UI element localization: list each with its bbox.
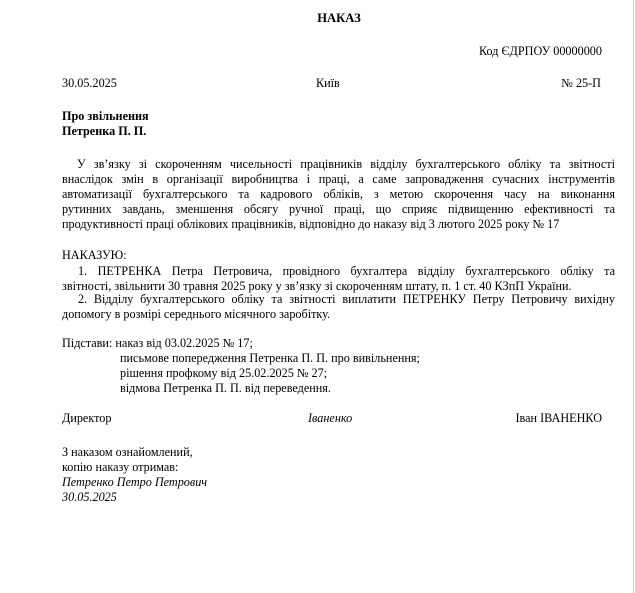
document-title: НАКАЗ: [317, 11, 361, 25]
signatory-name: Іван ІВАНЕНКО: [515, 411, 602, 425]
ack-line: копію наказу отримав:: [62, 460, 179, 474]
grounds-list: [62, 336, 420, 396]
grounds-line: рішення профкому від 25.02.2025 № 27;: [120, 366, 328, 380]
order-city: Київ: [316, 76, 340, 90]
order-item-1: [62, 264, 615, 294]
ack-line: З наказом ознайомлений,: [62, 445, 193, 459]
order-number: № 25-П: [561, 76, 601, 90]
subject-line: Петренка П. П.: [62, 124, 147, 138]
signature-mark: Іваненко: [308, 411, 353, 425]
acknowledgement-block: [62, 445, 207, 505]
subject-line: Про звільнення: [62, 109, 149, 123]
intro-line: внаслідок змін в організації виробництва і праці, а саме запровадження сучасних інструментів: [62, 172, 615, 186]
intro-line: автоматизації бухгалтерського та кадрового обліків, з метою скорочення часу на виконання: [62, 187, 615, 201]
signatory-role: Директор: [62, 411, 112, 425]
intro-paragraph: [62, 157, 615, 232]
order-heading: НАКАЗУЮ:: [62, 248, 127, 262]
intro-line: рутинних завдань, зменшення обсягу ручної праці, що сприяє підвищенню ефективності та: [62, 202, 615, 216]
order-item-line: допомогу в розмірі середнього місячного заробітку.: [62, 307, 331, 321]
intro-line: У зв’язку зі скороченням чисельності працівників відділу бухгалтерського обліку та звітності: [77, 157, 615, 171]
order-item-2: [62, 292, 615, 322]
order-date: 30.05.2025: [62, 76, 117, 90]
ack-signature: Петренко Петро Петрович: [62, 475, 208, 489]
order-item-line: 1. ПЕТРЕНКА Петра Петровича, провідного бухгалтера відділу бухгалтерського обліку та: [78, 264, 615, 278]
grounds-line: Підстави: наказ від 03.02.2025 № 17;: [62, 336, 253, 350]
order-item-line: 2. Відділу бухгалтерського обліку та звітності виплатити ПЕТРЕНКУ Петру Петровичу вихідну: [78, 292, 615, 306]
order-item-line: звітності, звільнити 30 травня 2025 року у зв’язку зі скороченням штату, п. 1 ст. 40 КЗпП України.: [62, 279, 572, 293]
edrpou-code: Код ЄДРПОУ 00000000: [479, 44, 602, 58]
ack-date: 30.05.2025: [62, 490, 117, 504]
intro-line: продуктивності праці облікових працівників, відповідно до наказу від 3 лютого 2025 року № 17: [62, 217, 560, 231]
grounds-line: відмова Петренка П. П. від переведення.: [120, 381, 331, 395]
grounds-line: письмове попередження Петренка П. П. про вивільнення;: [120, 351, 420, 365]
order-subject: [62, 109, 149, 139]
